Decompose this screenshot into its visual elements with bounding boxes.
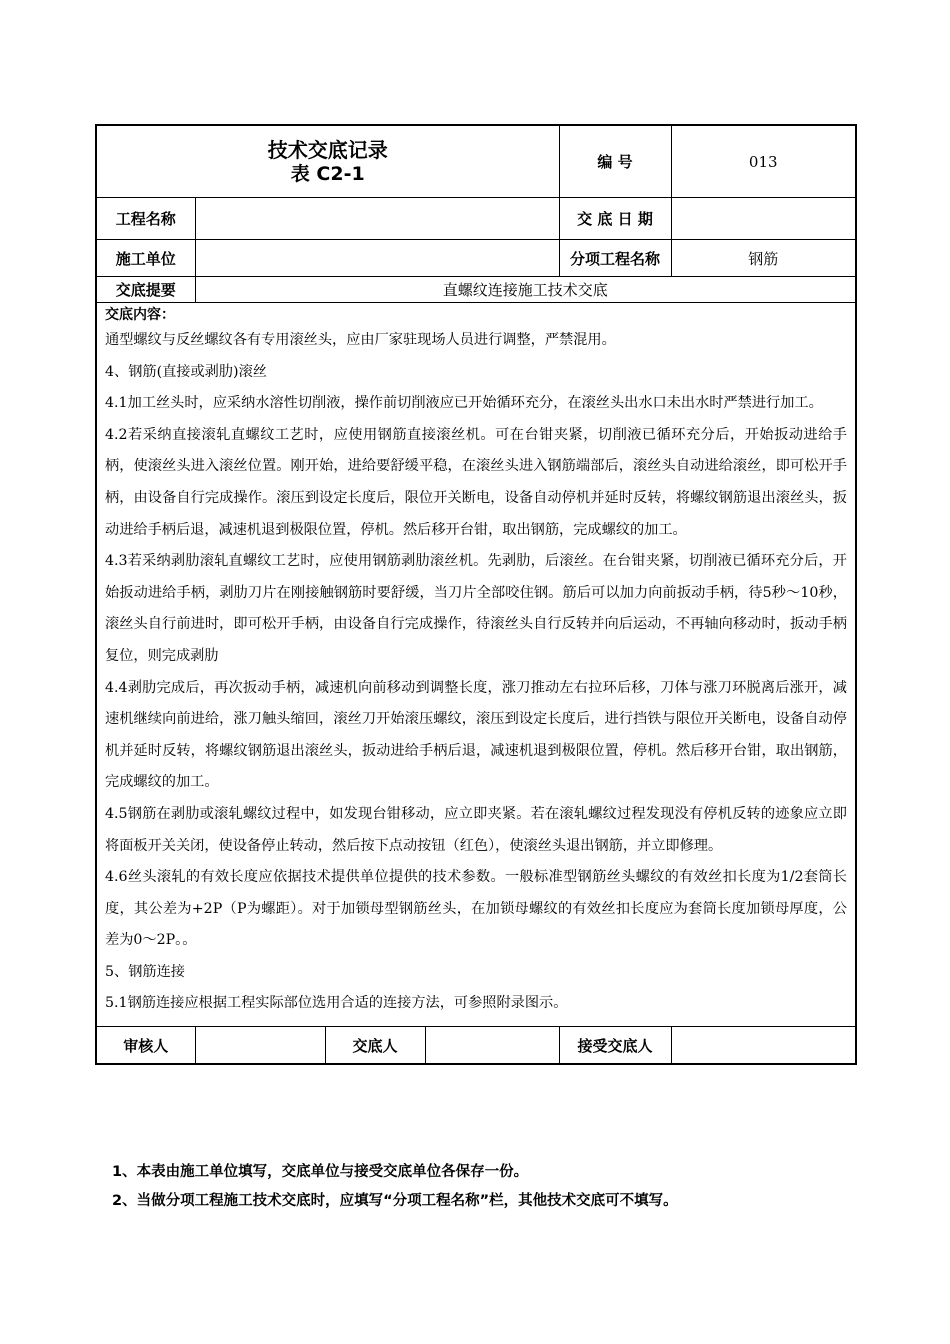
content-label: 交底内容：: [105, 307, 175, 323]
content-paragraph: 5、钢筋连接: [105, 963, 185, 980]
receiver-label: 接受交底人: [559, 1027, 671, 1065]
discloser-field[interactable]: [425, 1027, 559, 1065]
content-paragraph: 4.6丝头滚轧的有效长度应依据技术提供单位提供的技术参数。一般标准型钢筋丝头螺纹的有效丝扣长度为1/2套筒长度，其公差为+2P（P为螺距）。对于加锁母型钢筋丝头，在加锁母螺纹的有效丝扣长度应为套筒长度加锁母厚度，公差为0～2P。。: [105, 869, 847, 949]
number-label: 编 号: [559, 125, 671, 198]
summary-label: 交底提要: [96, 277, 195, 303]
form-subtitle: 表 C2-1: [290, 162, 365, 185]
content-paragraph: 4.5钢筋在剥肋或滚轧螺纹过程中，如发现台钳移动，应立即夹紧。若在滚轧螺纹过程发现没有停机反转的迹象应立即将面板开关关闭，使设备停止转动，然后按下点动按钮（红色），使滚丝头退出钢筋，并立即修理。: [105, 805, 847, 854]
project-name-field[interactable]: [195, 198, 559, 240]
footnote: 2、当做分项工程施工技术交底时，应填写“分项工程名称”栏，其他技术交底可不填写。: [112, 1193, 678, 1209]
date-field[interactable]: [671, 198, 856, 240]
content-paragraph: 通型螺纹与反丝螺纹各有专用滚丝头，应由厂家驻现场人员进行调整，严禁混用。: [105, 332, 616, 348]
content-paragraph: 4、钢筋(直接或剥肋)滚丝: [105, 363, 267, 380]
footnotes: [112, 1158, 678, 1216]
form-title: 技术交底记录: [267, 137, 388, 162]
content-paragraph: 4.4剥肋完成后，再次扳动手柄，减速机向前移动到调整长度，涨刀推动左右拉环后移，刀体与涨刀环脱离后涨开，减速机继续向前进给，涨刀触头缩回，滚丝刀开始滚压螺纹，滚压到设定长度后，进行挡铁与限位开关断电，设备自动停机并延时反转，将螺纹钢筋退出滚丝头，扳动进给手柄后退，减速机退到极限位置，停机。然后移开台钳，取出钢筋，完成螺纹的加工。: [105, 679, 847, 791]
subproject-label: 分项工程名称: [559, 240, 671, 277]
summary-field[interactable]: 直螺纹连接施工技术交底: [195, 277, 856, 303]
reviewer-field[interactable]: [195, 1027, 325, 1065]
content-paragraph: 5.1钢筋连接应根据工程实际部位选用合适的连接方法，可参照附录图示。: [105, 995, 568, 1012]
content-section: [96, 303, 856, 1027]
discloser-label: 交底人: [325, 1027, 425, 1065]
reviewer-label: 审核人: [96, 1027, 195, 1065]
technical-disclosure-form: [95, 124, 855, 1065]
content-paragraph: 4.1加工丝头时，应采纳水溶性切削液，操作前切削液应已开始循环充分，在滚丝头出水口未出水时严禁进行加工。: [105, 395, 823, 412]
contractor-field[interactable]: [195, 240, 559, 277]
content-paragraph: 4.2若采纳直接滚轧直螺纹工艺时，应使用钢筋直接滚丝机。可在台钳夹紧，切削液已循环充分后，开始扳动进给手柄，使滚丝头进入滚丝位置。刚开始，进给要舒缓平稳，在滚丝头进入钢筋端部后，滚丝头自动进给滚丝，即可松开手柄，由设备自行完成操作。滚压到设定长度后，限位开关断电，设备自动停机并延时反转，将螺纹钢筋退出滚丝头，扳动进给手柄后退，减速机退到极限位置，停机。然后移开台钳，取出钢筋，完成螺纹的加工。: [105, 426, 847, 538]
form-table: [95, 124, 857, 1065]
subproject-field[interactable]: 钢筋: [671, 240, 856, 277]
footnote: 1、本表由施工单位填写，交底单位与接受交底单位各保存一份。: [112, 1164, 529, 1180]
title-block: [96, 125, 559, 198]
contractor-label: 施工单位: [96, 240, 195, 277]
number-value[interactable]: 013: [671, 125, 856, 198]
receiver-field[interactable]: [671, 1027, 856, 1065]
date-label: 交 底 日 期: [559, 198, 671, 240]
project-name-label: 工程名称: [96, 198, 195, 240]
content-paragraph: 4.3若采纳剥肋滚轧直螺纹工艺时，应使用钢筋剥肋滚丝机。先剥肋，后滚丝。在台钳夹紧，切削液已循环充分后，开始扳动进给手柄，剥肋刀片在刚接触钢筋时要舒缓，当刀片全部咬住钢。筋后可以加力向前扳动手柄，待5秒～10秒，滚丝头自行前进时，即可松开手柄，由设备自行完成操作，待滚丝头自行反转并向后运动，不再轴向移动时，扳动手柄复位，则完成剥肋: [105, 553, 847, 664]
